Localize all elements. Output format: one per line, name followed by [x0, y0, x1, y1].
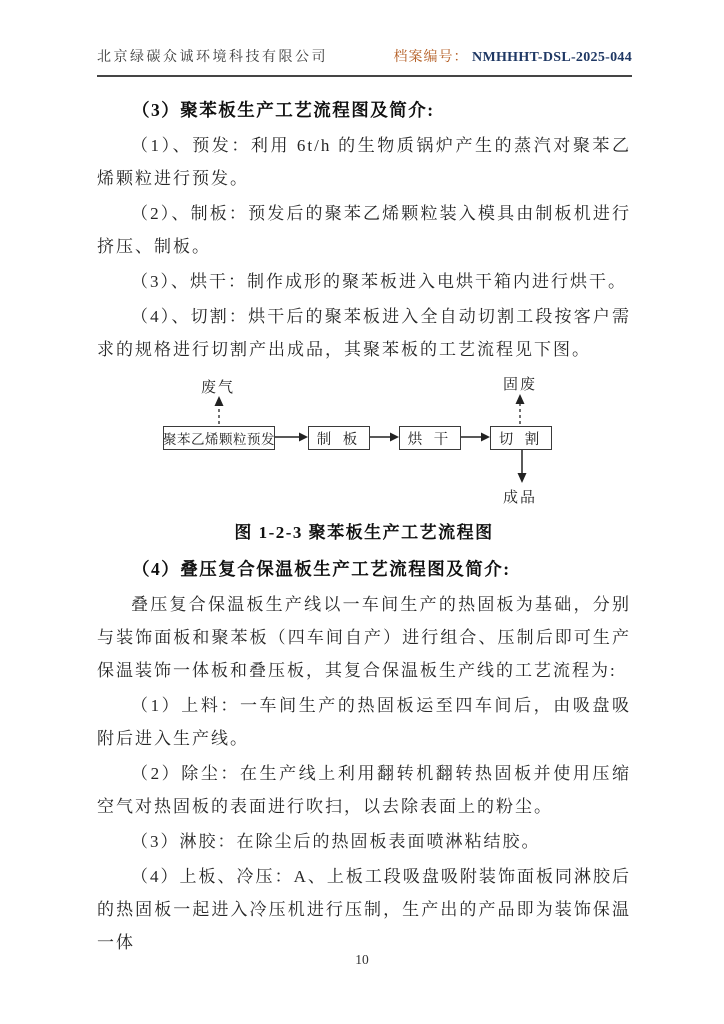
section-4-intro: 叠压复合保温板生产线以一车间生产的热固板为基础，分别与装饰面板和聚苯板（四车间自产）进行组合、压制后即可生产保温装饰一体板和叠压板，其复合保温板生产线的工艺流程为: [97, 595, 631, 680]
section-4-heading: （4）叠压复合保温板生产工艺流程图及简介: [132, 559, 511, 579]
archive-info [394, 46, 632, 66]
section-3-heading: （3）聚苯板生产工艺流程图及简介: [132, 100, 435, 120]
page-header [97, 46, 632, 77]
page-number: 10 [355, 952, 369, 967]
finished-product-label: 成品 [502, 490, 537, 506]
section-3-item-2: （2）、制板：预发后的聚苯乙烯颗粒装入模具由制板机进行挤压、制板。 [97, 204, 631, 256]
document-body [97, 90, 631, 959]
page-footer [0, 952, 724, 968]
process-box-drying: 烘 干 [399, 426, 461, 450]
process-box-cutting: 切 割 [490, 426, 552, 450]
company-name: 北京绿碳众诚环境科技有限公司 [97, 50, 328, 65]
process-box-board-making: 制 板 [308, 426, 370, 450]
section-4-item-2: （2）除尘：在生产线上利用翻转机翻转热固板并使用压缩空气对热固板的表面进行吹扫，以去除表面上的粉尘。 [97, 764, 631, 816]
process-box-pre-expansion: 聚苯乙烯颗粒预发 [163, 426, 275, 450]
section-4-item-1: （1）上料：一车间生产的热固板运至四车间后，由吸盘吸附后进入生产线。 [97, 696, 631, 748]
waste-gas-label: 废气 [200, 380, 235, 396]
section-3-item-3: （3）、烘干：制作成形的聚苯板进入电烘干箱内进行烘干。 [131, 272, 627, 291]
archive-number: NMHHHT-DSL-2025-044 [472, 50, 632, 65]
figure-caption: 图 1-2-3 聚苯板生产工艺流程图 [234, 523, 494, 542]
section-3-item-4: （4）、切割：烘干后的聚苯板进入全自动切割工段按客户需求的规格进行切割产出成品，其聚苯板的工艺流程见下图。 [97, 307, 631, 359]
section-4-item-3: （3）淋胶：在除尘后的热固板表面喷淋粘结胶。 [131, 832, 541, 851]
solid-waste-label: 固废 [502, 377, 537, 393]
process-flow-diagram [97, 370, 631, 508]
archive-label: 档案编号： [393, 50, 469, 65]
section-4-item-4: （4）上板、冷压：A、上板工段吸盘吸附装饰面板同淋胶后的热固板一起进入冷压机进行压制，生产出的产品即为装饰保温一体 [97, 867, 631, 952]
section-3-item-1: （1）、预发：利用 6t/h 的生物质锅炉产生的蒸汽对聚苯乙烯颗粒进行预发。 [97, 136, 631, 188]
